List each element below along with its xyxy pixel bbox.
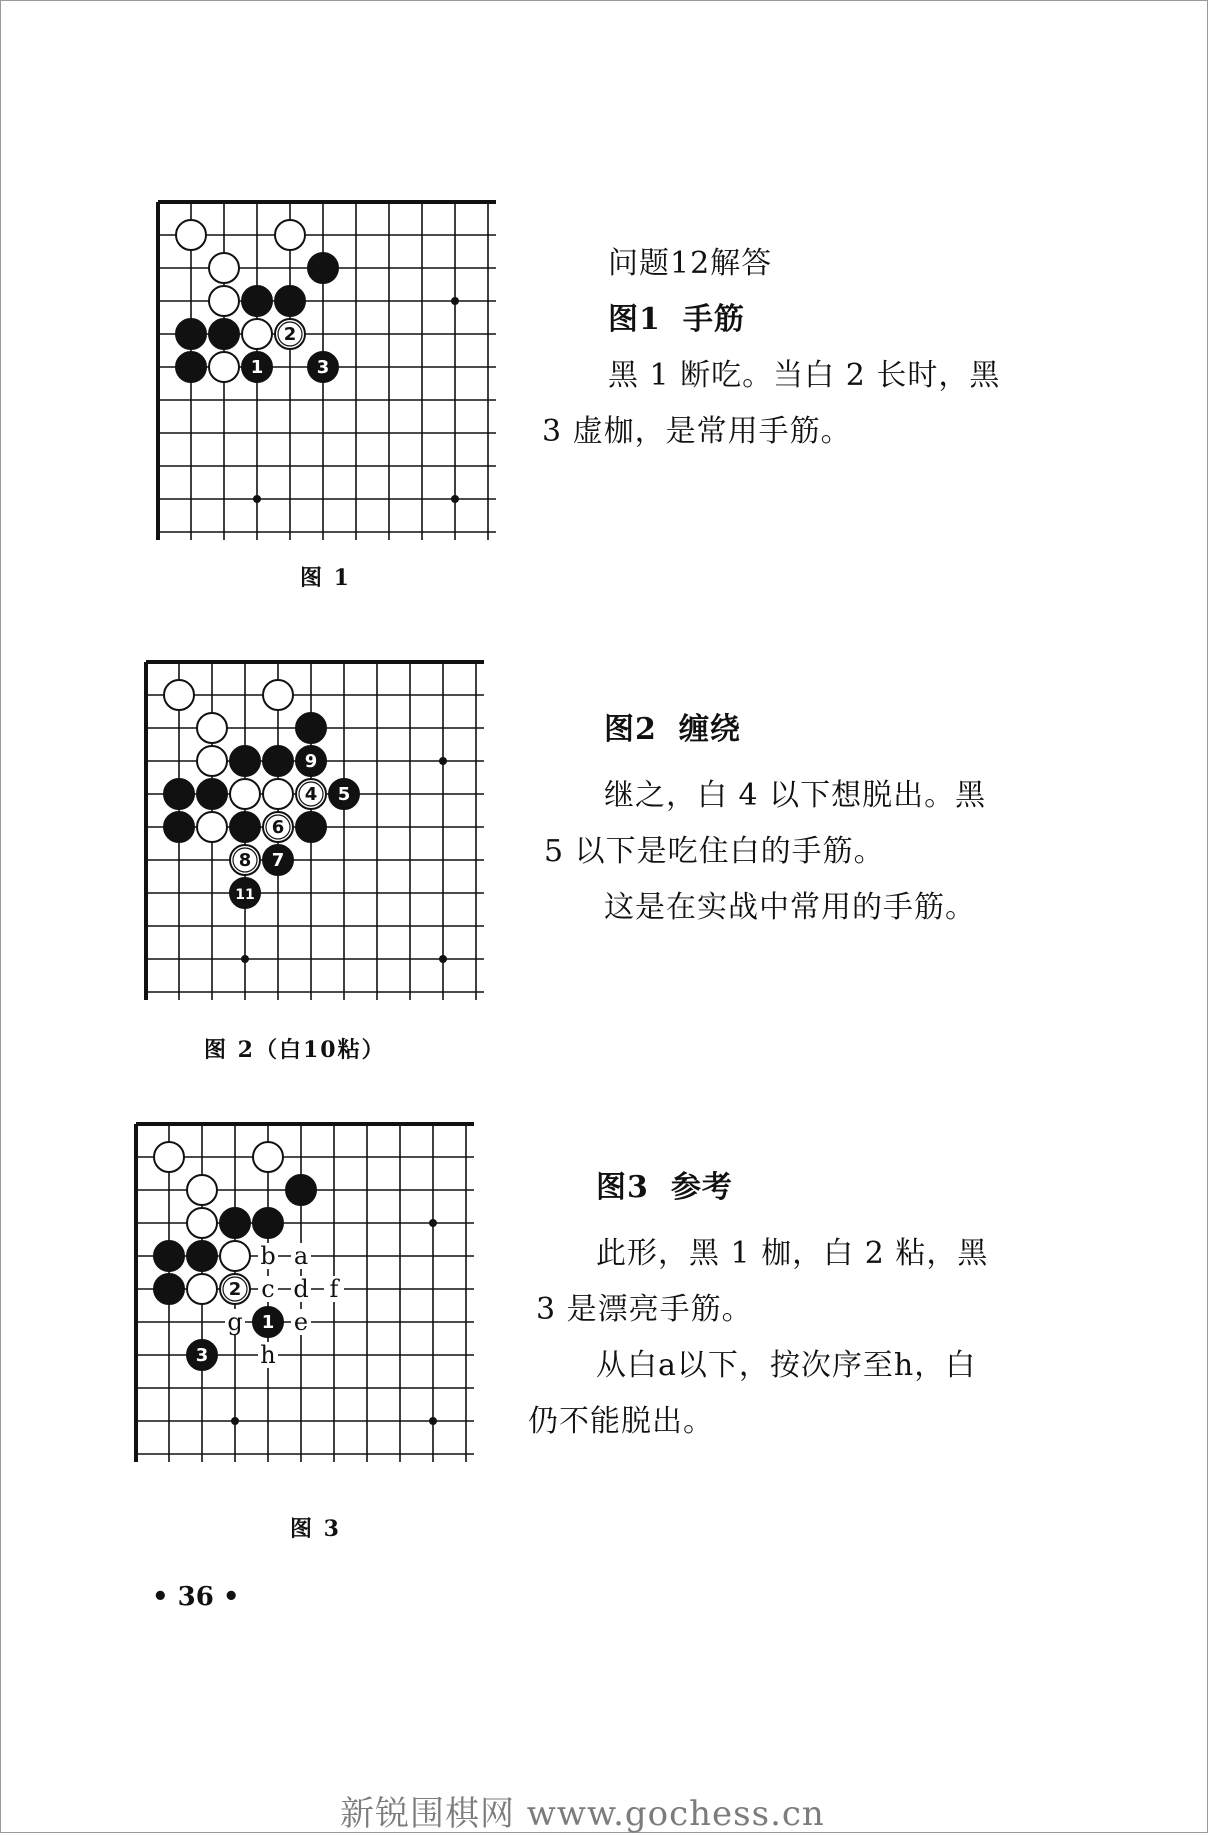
white-stone [164,680,194,710]
point-label: c [261,1275,275,1303]
point-label: f [329,1275,339,1303]
black-stone [296,713,326,743]
section-3-line-3: 从白a以下，按次序至h，白 [596,1348,977,1383]
diagram-1-caption: 图 1 [300,565,351,591]
black-stone [263,746,293,776]
black-stone [209,319,239,349]
black-stone [242,286,272,316]
white-stone [209,253,239,283]
star-point [429,1417,437,1425]
black-stone [230,746,260,776]
star-point [429,1219,437,1227]
white-stone [187,1208,217,1238]
section-3-heading [596,1160,988,1216]
white-stone [154,1142,184,1172]
black-stone [220,1208,250,1238]
section-1-label: 图1 [608,302,661,337]
diagram-2-caption: 图 2（白10粘） [204,1037,386,1063]
star-point [253,495,261,503]
star-point [241,955,249,963]
section-2-line-1: 继之，白 4 以下想脱出。黑 [604,778,987,813]
move-number: 1 [250,357,264,378]
white-stone [220,1241,250,1271]
black-stone [176,352,206,382]
white-stone [187,1175,217,1205]
black-stone [275,286,305,316]
section-3-text [528,1160,989,1450]
section-1-line-2: 3 虚枷，是常用手筋。 [542,414,852,449]
black-stone [253,1208,283,1238]
section-2-heading [604,702,986,758]
point-label: d [293,1275,309,1303]
white-stone [263,680,293,710]
section-3-line-2: 3 是漂亮手筋。 [536,1292,753,1327]
black-stone [176,319,206,349]
problem-title: 问题12解答 [608,246,773,281]
black-stone [308,253,338,283]
section-1-line-1: 黑 1 断吃。当白 2 长时，黑 [608,358,1001,393]
move-number: 1 [261,1312,275,1333]
white-stone [253,1142,283,1172]
point-label: g [227,1308,243,1336]
go-diagram-1 [152,196,512,546]
go-board-1 [152,196,512,546]
white-stone [209,352,239,382]
section-3-line-1: 此形，黑 1 枷，白 2 粘，黑 [596,1236,989,1271]
section-1-text [542,236,1001,460]
star-point [451,495,459,503]
black-stone [286,1175,316,1205]
point-label: b [260,1242,276,1270]
move-number: 3 [195,1345,209,1366]
star-point [231,1417,239,1425]
go-diagram-3 [130,1118,490,1468]
point-label: a [293,1242,309,1270]
move-number: 2 [283,324,297,345]
move-number: 4 [304,784,318,805]
section-2-line-3: 这是在实战中常用的手筋。 [604,890,976,925]
white-stone [187,1274,217,1304]
point-label: e [293,1308,309,1336]
move-number: 7 [271,850,285,871]
move-number: 11 [235,887,255,903]
black-stone [164,812,194,842]
diagram-3-caption: 图 3 [290,1516,341,1542]
star-point [451,297,459,305]
black-stone [154,1274,184,1304]
black-stone [230,812,260,842]
black-stone [197,779,227,809]
section-1-heading [608,292,1000,348]
black-stone [187,1241,217,1271]
white-stone [242,319,272,349]
move-number: 5 [337,784,351,805]
section-2-text [544,702,987,936]
white-stone [176,220,206,250]
black-stone [154,1241,184,1271]
white-stone [230,779,260,809]
section-3-title: 参考 [670,1170,733,1205]
section-1-title: 手筋 [682,302,745,337]
go-board-3 [130,1118,490,1468]
black-stone [296,812,326,842]
white-stone [197,746,227,776]
section-3-label: 图3 [596,1170,649,1205]
move-number: 3 [316,357,330,378]
section-2-title: 缠绕 [678,712,741,747]
star-point [439,955,447,963]
move-number: 9 [304,751,318,772]
black-stone [164,779,194,809]
section-3-line-4: 仍不能脱出。 [528,1404,714,1439]
point-label: h [260,1341,276,1369]
white-stone [209,286,239,316]
move-number: 8 [238,850,252,871]
site-watermark: 新锐围棋网 www.gochess.cn [340,1794,825,1834]
white-stone [263,779,293,809]
page-number: • 36 • [152,1582,240,1612]
star-point [439,757,447,765]
move-number: 6 [271,817,285,838]
go-board-2 [140,656,500,1006]
section-2-line-2: 5 以下是吃住白的手筋。 [544,834,885,869]
go-diagram-2 [140,656,500,1006]
white-stone [197,812,227,842]
white-stone [275,220,305,250]
section-2-label: 图2 [604,712,657,747]
move-number: 2 [228,1279,242,1300]
white-stone [197,713,227,743]
